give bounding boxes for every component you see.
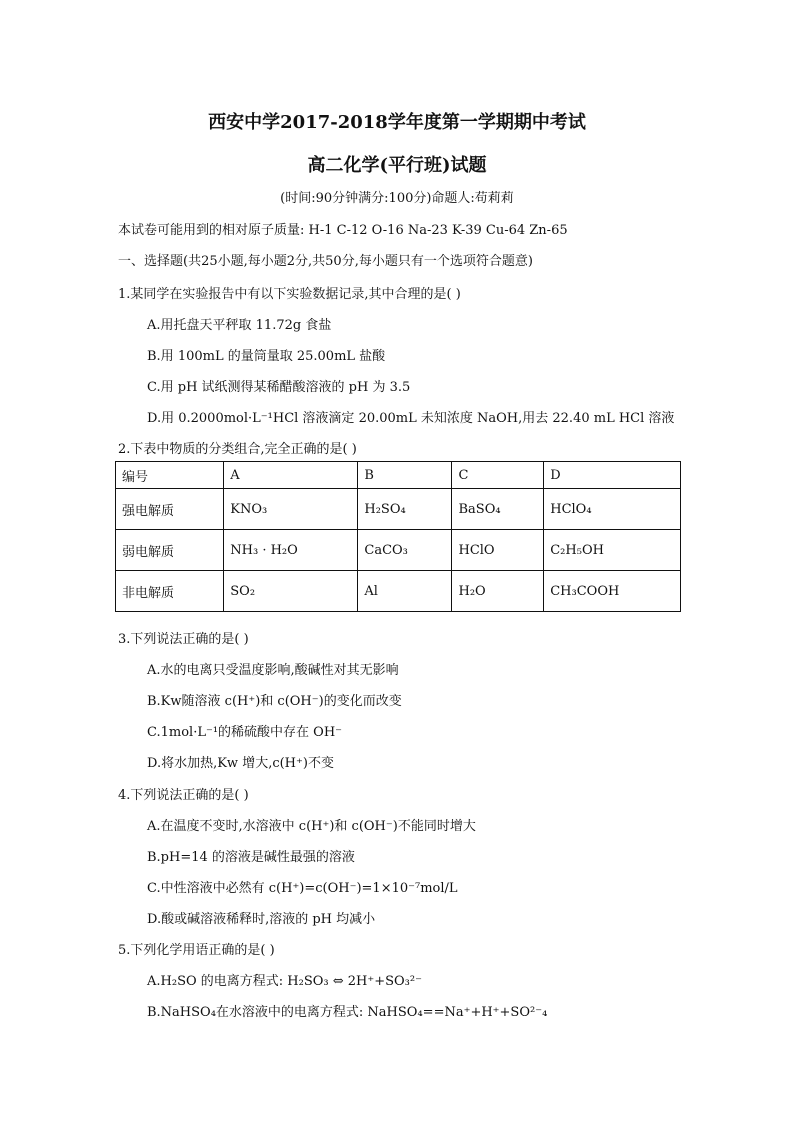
table-cell: HClO₄ [544,489,681,530]
q2-stem: 2.下表中物质的分类组合,完全正确的是( ) [118,442,357,457]
table-cell: 弱电解质 [116,530,224,571]
q1-option-d: D.用 0.2000mol·L⁻¹HCl 溶液滴定 20.00mL 未知浓度 NaOH,用去 22.40 mL HCl 溶液 [147,411,675,426]
q1-option-a: A.用托盘天平秤取 11.72g 食盐 [147,318,332,333]
table-cell: Al [358,571,452,612]
q4-option-a: A.在温度不变时,水溶液中 c(H⁺)和 c(OH⁻)不能同时增大 [147,819,476,834]
q4-option-b: B.pH=14 的溶液是碱性最强的溶液 [147,850,355,865]
q3-option-c: C.1mol·L⁻¹的稀硫酸中存在 OH⁻ [147,725,343,740]
table-cell: 强电解质 [116,489,224,530]
q4-option-d: D.酸或碱溶液稀释时,溶液的 pH 均减小 [147,912,376,927]
q1-option-c: C.用 pH 试纸测得某稀醋酸溶液的 pH 为 3.5 [147,380,411,395]
q1-stem: 1.某同学在实验报告中有以下实验数据记录,其中合理的是( ) [118,287,461,302]
table-cell: CH₃COOH [544,571,681,612]
table-cell: SO₂ [224,571,358,612]
table-cell: HClO [452,530,544,571]
table-header-row [116,462,681,489]
table-row [116,571,681,612]
q3-stem: 3.下列说法正确的是( ) [118,632,249,647]
exam-subtitle: 高二化学(平行班)试题 [307,155,487,176]
table-cell: H₂SO₄ [358,489,452,530]
table-header-cell: 编号 [116,462,224,489]
section-title: 一、选择题(共25小题,每小题2分,共50分,每小题只有一个选项符合题意) [118,254,533,269]
exam-info: (时间:90分钟满分:100分)命题人:苟莉莉 [280,191,514,206]
table-cell: BaSO₄ [452,489,544,530]
q1-option-b: B.用 100mL 的量筒量取 25.00mL 盐酸 [147,349,386,364]
table-header-cell: C [452,462,544,489]
q3-option-d: D.将水加热,Kw 增大,c(H⁺)不变 [147,756,334,771]
table-cell: KNO₃ [224,489,358,530]
q4-option-c: C.中性溶液中必然有 c(H⁺)=c(OH⁻)=1×10⁻⁷mol/L [147,881,458,896]
q5-stem: 5.下列化学用语正确的是( ) [118,943,275,958]
table-cell: NH₃ · H₂O [224,530,358,571]
table-row [116,530,681,571]
q3-option-a: A.水的电离只受温度影响,酸碱性对其无影响 [147,663,399,678]
table-cell: CaCO₃ [358,530,452,571]
q5-option-b: B.NaHSO₄在水溶液中的电离方程式: NaHSO₄==Na⁺+H⁺+SO²⁻₄ [147,1005,548,1020]
table-header-cell: D [544,462,681,489]
classification-table [115,461,681,612]
q5-option-a: A.H₂SO 的电离方程式: H₂SO₃ ⇔ 2H⁺+SO₃²⁻ [147,974,422,989]
table-cell: 非电解质 [116,571,224,612]
exam-title: 西安中学2017-2018学年度第一学期期中考试 [208,112,586,133]
table-header-cell: B [358,462,452,489]
q3-option-b: B.Kw随溶液 c(H⁺)和 c(OH⁻)的变化而改变 [147,694,402,709]
table-header-cell: A [224,462,358,489]
atomic-masses: 本试卷可能用到的相对原子质量: H-1 C-12 O-16 Na-23 K-39 Cu-64 Zn-65 [118,223,568,238]
table-cell: C₂H₅OH [544,530,681,571]
table-row [116,489,681,530]
q4-stem: 4.下列说法正确的是( ) [118,788,249,803]
table-cell: H₂O [452,571,544,612]
